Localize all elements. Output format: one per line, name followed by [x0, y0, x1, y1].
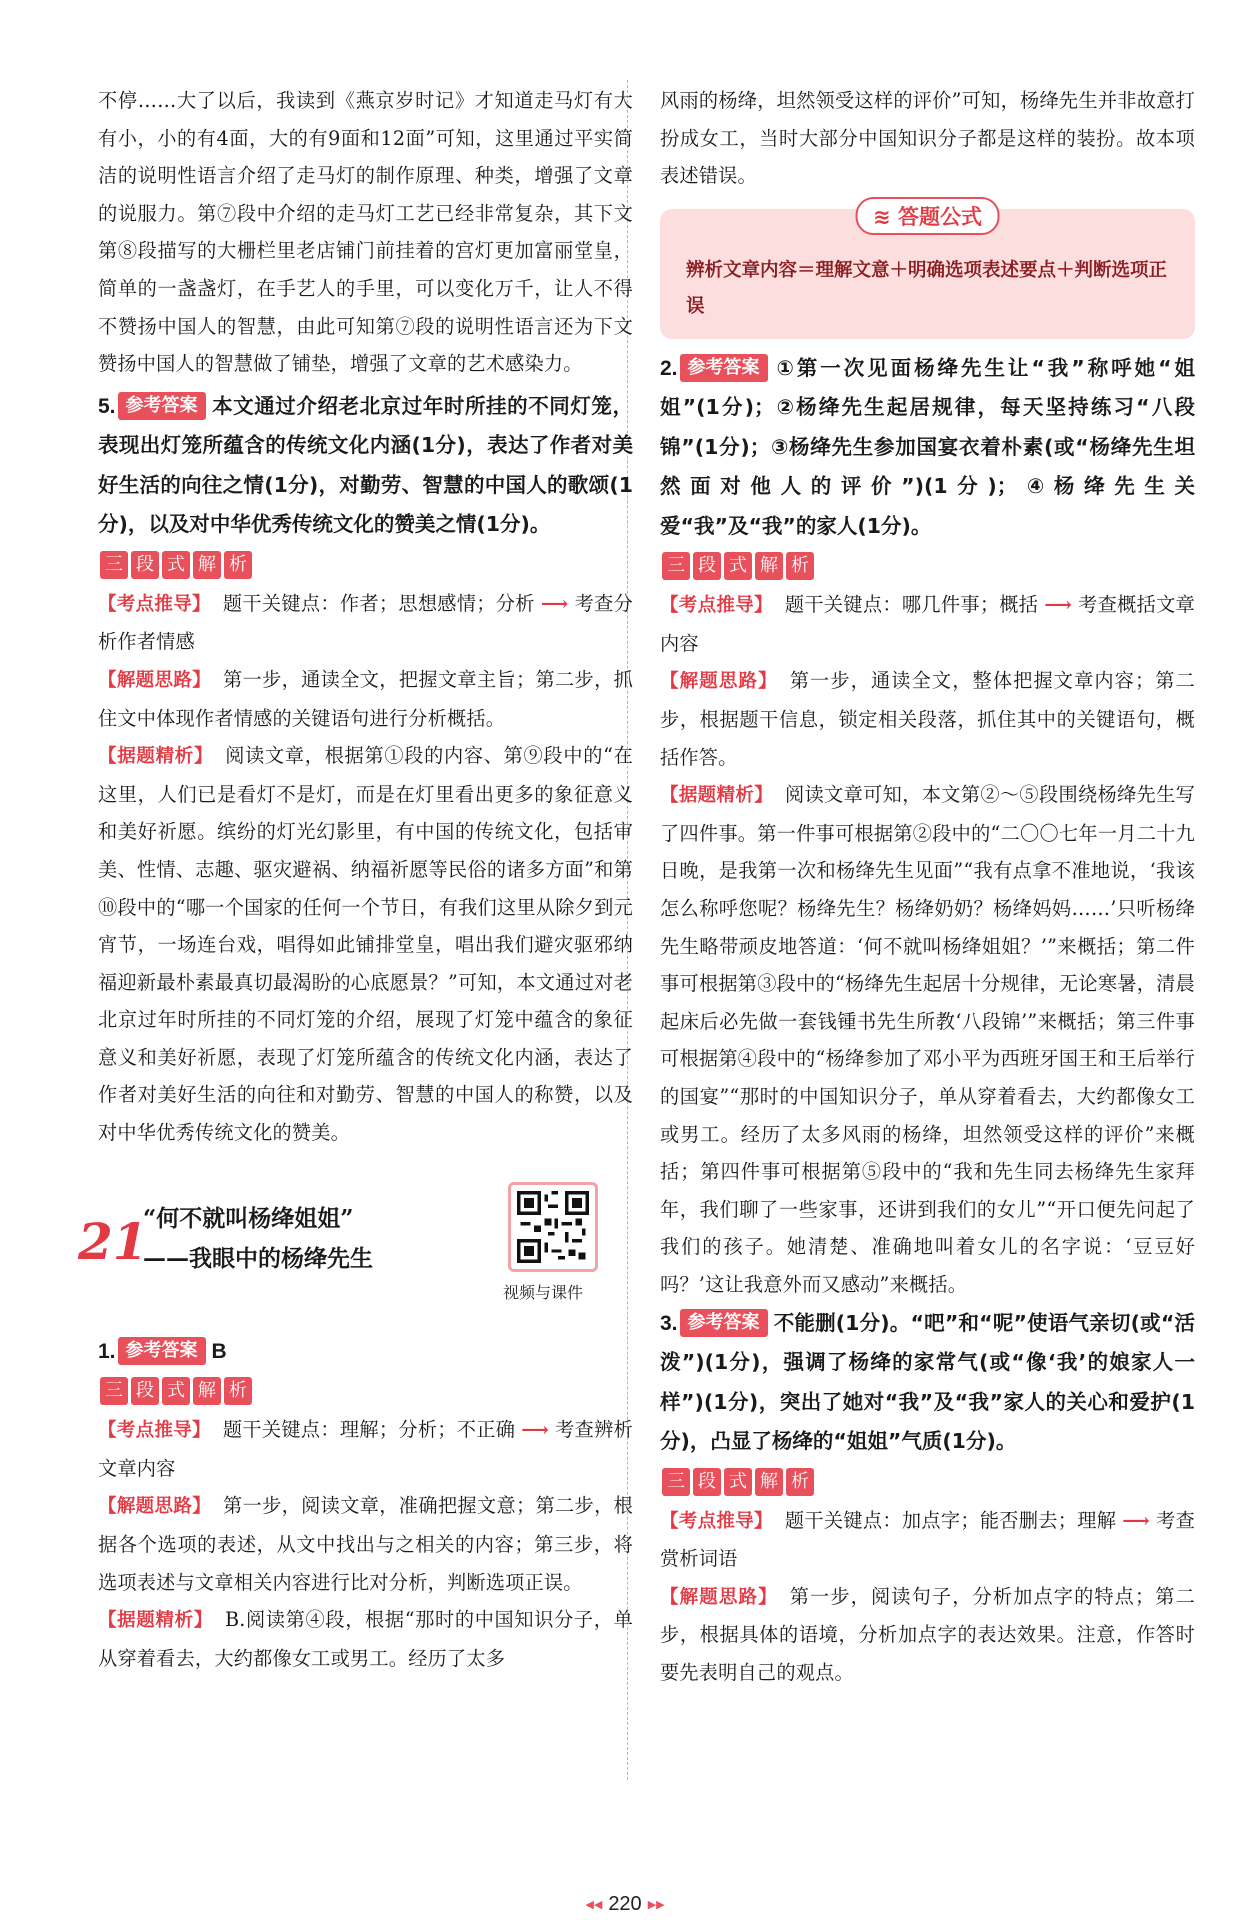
- silu-text: 第一步，阅读文章，准确把握文意；第二步，根据各个选项的表述，从文中找出与之相关的内容；第三步，将选项表述与文章相关内容进行比对分析，判断选项正误。: [98, 1494, 633, 1594]
- kaodian-result: 考查概括文章内容: [660, 593, 1196, 655]
- sanduan-char: 解: [193, 1377, 221, 1405]
- q5-jingxi: [98, 737, 633, 1152]
- kaodian-text: 题干关键点：加点字；能否删去；理解: [784, 1508, 1117, 1532]
- arrow-icon: ⟶: [540, 591, 569, 615]
- q2-silu: [660, 662, 1195, 776]
- jingxi-label: 【据题精析】: [98, 746, 214, 768]
- silu-text: 第一步，通读全文，整体把握文章内容；第二步，根据题干信息，锁定相关段落，抓住其中的关键语句，概括作答。: [660, 669, 1195, 769]
- page-right-marks-icon: ▶▶: [647, 1899, 665, 1911]
- sanduan-char: 式: [162, 551, 190, 579]
- question-2: [660, 349, 1195, 1304]
- q1-jingxi: [98, 1601, 633, 1677]
- question-5: [98, 387, 633, 1152]
- sanduan-char: 析: [786, 1468, 814, 1496]
- q2-kaodian: [660, 586, 1195, 662]
- q1-answer-text: B: [211, 1339, 227, 1363]
- sanduan-char: 段: [131, 1377, 159, 1405]
- q2-answer: [660, 349, 1195, 547]
- kaodian-result: 考查赏析词语: [660, 1508, 1196, 1571]
- q1-silu: [98, 1487, 633, 1601]
- continued-paragraph: 风雨的杨绛，坦然领受这样的评价”可知，杨绛先生并非故意打扮成女工，当时大部分中国知识分子都是这样的装扮。故本项表述错误。: [660, 89, 1195, 188]
- answer-formula-box: [660, 204, 1195, 339]
- kaodian-label: 【考点推导】: [660, 1510, 773, 1532]
- q2-answer-text: ①第一次见面杨绛先生让“我”称呼她“姐姐”(1分)；②杨绛先生起居规律，每天坚持练习“八段锦”(1分)；③杨绛先生参加国宴衣着朴素(或“杨绛先生坦然面对他人的评价”)(1分)；④杨绛先生关爱“我”及“我”的家人(1分)。: [660, 355, 1195, 538]
- q2-sanduan-badge: [662, 552, 1195, 580]
- qr-caption: 视频与课件: [503, 1282, 584, 1302]
- jingxi-label: 【据题精析】: [98, 1610, 213, 1632]
- sanduan-char: 式: [724, 1468, 752, 1496]
- q5-sanduan-badge: [100, 551, 633, 579]
- q1-sanduan-badge: [100, 1377, 633, 1405]
- silu-label: 【解题思路】: [98, 1496, 212, 1518]
- q3-kaodian: [660, 1502, 1195, 1578]
- q1-answer-tag: 参考答案: [118, 1337, 206, 1365]
- jingxi-text: 阅读文章可知，本文第②～⑤段围绕杨绛先生写了四件事。第一件事可根据第②段中的“二〇〇七年一月二十九日晚，是我第一次和杨绛先生见面”“我有点拿不准地说，‘我该怎么称呼您呢？杨绛先生？杨绛奶奶？杨绛妈妈……’只听杨绛先生略带顽皮地答道：‘何不就叫杨绛姐姐？’”来概括；第二件事可根据第③段中的“杨绛先生起居十分规律，无论寒暑，清晨起床后必先做一套钱锺书先生所教‘八段锦’”来概括；第三件事可根据第④段中的“杨绛参加了邓小平为西班牙国王和王后举行的国宴”“那时的中国知识分子，单从穿着看去，大约都像女工或男工。经历了太多风雨的杨绛，坦然领受这样的评价”来概括；第四件事可根据第⑤段中的“我和先生同去杨绛先生家拜年，我们聊了一些家事，还讲到我们的女儿”“开口便先问起了我们的孩子。她清楚、准确地叫着女儿的名字说：‘豆豆好吗？’这让我意外而又感动”来概括。: [660, 783, 1195, 1296]
- arrow-icon: ⟶: [521, 1418, 550, 1442]
- sanduan-char: 解: [193, 551, 221, 579]
- q3-answer: [660, 1304, 1195, 1462]
- sanduan-char: 式: [162, 1377, 190, 1405]
- sanduan-char: 解: [755, 552, 783, 580]
- kaodian-result: 考查辨析文章内容: [98, 1418, 633, 1480]
- sanduan-char: 三: [100, 551, 128, 579]
- formula-title-text: 答题公式: [897, 204, 982, 229]
- q3-answer-tag: 参考答案: [680, 1309, 768, 1337]
- qr-code-icon[interactable]: [508, 1182, 598, 1272]
- silu-text: 第一步，阅读句子，分析加点字的特点；第二步，根据具体的语境，分析加点字的表达效果。注意，作答时要先表明自己的观点。: [660, 1584, 1195, 1684]
- jingxi-label: 【据题精析】: [660, 785, 774, 807]
- sanduan-char: 三: [100, 1377, 128, 1405]
- sanduan-char: 三: [662, 1468, 690, 1496]
- intro-paragraph: 不停……大了以后，我读到《燕京岁时记》才知道走马灯有大有小，小的有4面，大的有9面和12面”可知，这里通过平实简洁的说明性语言介绍了走马灯的制作原理、种类，增强了文章的说服力。第⑦段中介绍的走马灯工艺已经非常复杂，其下文第⑧段描写的大栅栏里老店铺门前挂着的宫灯更加富丽堂皇，简单的一盏盏灯，在手艺人的手里，可以变化万千，让人不得不赞扬中国人的智慧，由此可知第⑦段的说明性语言还为下文赞扬中国人的智慧做了铺垫，增强了文章的艺术感染力。: [98, 89, 633, 376]
- kaodian-label: 【考点推导】: [660, 595, 773, 617]
- lesson-header: [78, 1182, 633, 1332]
- sanduan-char: 析: [786, 552, 814, 580]
- sanduan-char: 析: [224, 1377, 252, 1405]
- kaodian-result: 考查分析作者情感: [98, 591, 634, 654]
- formula-icon: ≋: [873, 204, 898, 229]
- jingxi-text: 阅读文章，根据第①段的内容、第⑨段中的“在这里，人们已是看灯不是灯，而是在灯里看出更多的象征意义和美好祈愿。缤纷的灯光幻影里，有中国的传统文化，包括审美、性情、志趣、驱灾避祸、纳福祈愿等民俗的诸多方面”和第⑩段中的“哪一个国家的任何一个节日，有我们这里从除夕到元宵节，一场连台戏，唱得如此铺排堂皇，唱出我们避灾驱邪纳福迎新最朴素最真切最渴盼的心底愿景？”可知，本文通过对老北京过年时所挂的不同灯笼的介绍，展现了灯笼中蕴含的象征意义和美好祈愿，表现了灯笼所蕴含的传统文化内涵，表达了作者对美好生活的向往和对勤劳、智慧的中国人的称赞，以及对中华优秀传统文化的赞美。: [98, 744, 634, 1145]
- question-1: [98, 1332, 633, 1678]
- q5-answer: [98, 387, 633, 545]
- question-3: [660, 1304, 1195, 1692]
- jingxi-text: B.阅读第④段，根据“那时的中国知识分子，单从穿着看去，大约都像女工或男工。经历了太多: [98, 1608, 633, 1670]
- silu-label: 【解题思路】: [98, 669, 212, 691]
- sanduan-char: 段: [693, 1468, 721, 1496]
- page-number: [0, 1893, 1250, 1916]
- q1-number: 1.: [98, 1339, 116, 1363]
- q2-answer-tag: 参考答案: [680, 354, 768, 382]
- kaodian-text: 题干关键点：作者；思想感情；分析: [222, 591, 535, 615]
- sanduan-char: 式: [724, 552, 752, 580]
- q3-sanduan-badge: [662, 1468, 1195, 1496]
- q1-answer: [98, 1332, 633, 1372]
- sanduan-char: 析: [224, 551, 252, 579]
- arrow-icon: ⟶: [1044, 593, 1073, 617]
- lesson-number: 21: [78, 1211, 148, 1271]
- q5-answer-text: 本文通过介绍老北京过年时所挂的不同灯笼，表现出灯笼所蕴含的传统文化内涵(1分)，表达了作者对美好生活的向往之情(1分)，对勤劳、智慧的中国人的歌颂(1分)，以及对中华优秀传统文化的赞美之情(1分)。: [98, 393, 633, 537]
- q2-jingxi: [660, 776, 1195, 1303]
- q3-answer-text: 不能删(1分)。“吧”和“呢”使语气亲切(或“活泼”)(1分)，强调了杨绛的家常气(或“像‘我’的娘家人一样”)(1分)，突出了她对“我”及“我”家人的关心和爱护(1分)，凸显了杨绛的“姐姐”气质(1分)。: [660, 1310, 1195, 1454]
- left-column: [78, 82, 634, 1677]
- q3-silu: [660, 1578, 1195, 1692]
- formula-title: [855, 197, 1000, 235]
- q5-silu: [98, 661, 633, 737]
- q5-kaodian: [98, 585, 633, 661]
- q3-number: 3.: [660, 1311, 678, 1335]
- sanduan-char: 解: [755, 1468, 783, 1496]
- kaodian-text: 题干关键点：哪几件事；概括: [784, 593, 1039, 617]
- formula-text: 辨析文章内容＝理解文意＋明确选项表述要点＋判断选项正误: [686, 259, 1168, 317]
- silu-text: 第一步，通读全文，把握文章主旨；第二步，抓住文中体现作者情感的关键语句进行分析概括。: [98, 667, 633, 730]
- page-left-marks-icon: ◀◀: [585, 1899, 603, 1911]
- silu-label: 【解题思路】: [660, 1586, 778, 1608]
- sanduan-char: 三: [662, 552, 690, 580]
- sanduan-char: 段: [693, 552, 721, 580]
- right-column: [660, 82, 1195, 1692]
- kaodian-label: 【考点推导】: [98, 1420, 211, 1442]
- sanduan-char: 段: [131, 551, 159, 579]
- kaodian-text: 题干关键点：理解；分析；不正确: [222, 1418, 516, 1442]
- lesson-title-line2: ——我眼中的杨绛先生: [143, 1244, 373, 1272]
- q1-kaodian: [98, 1411, 633, 1487]
- q5-answer-tag: 参考答案: [118, 392, 206, 420]
- q2-number: 2.: [660, 356, 678, 380]
- page-number-text: 220: [608, 1893, 642, 1915]
- silu-label: 【解题思路】: [660, 671, 778, 693]
- arrow-icon: ⟶: [1122, 1508, 1151, 1532]
- lesson-title-line1: “何不就叫杨绛姐姐”: [143, 1204, 354, 1232]
- q5-number: 5.: [98, 394, 116, 418]
- kaodian-label: 【考点推导】: [98, 593, 211, 615]
